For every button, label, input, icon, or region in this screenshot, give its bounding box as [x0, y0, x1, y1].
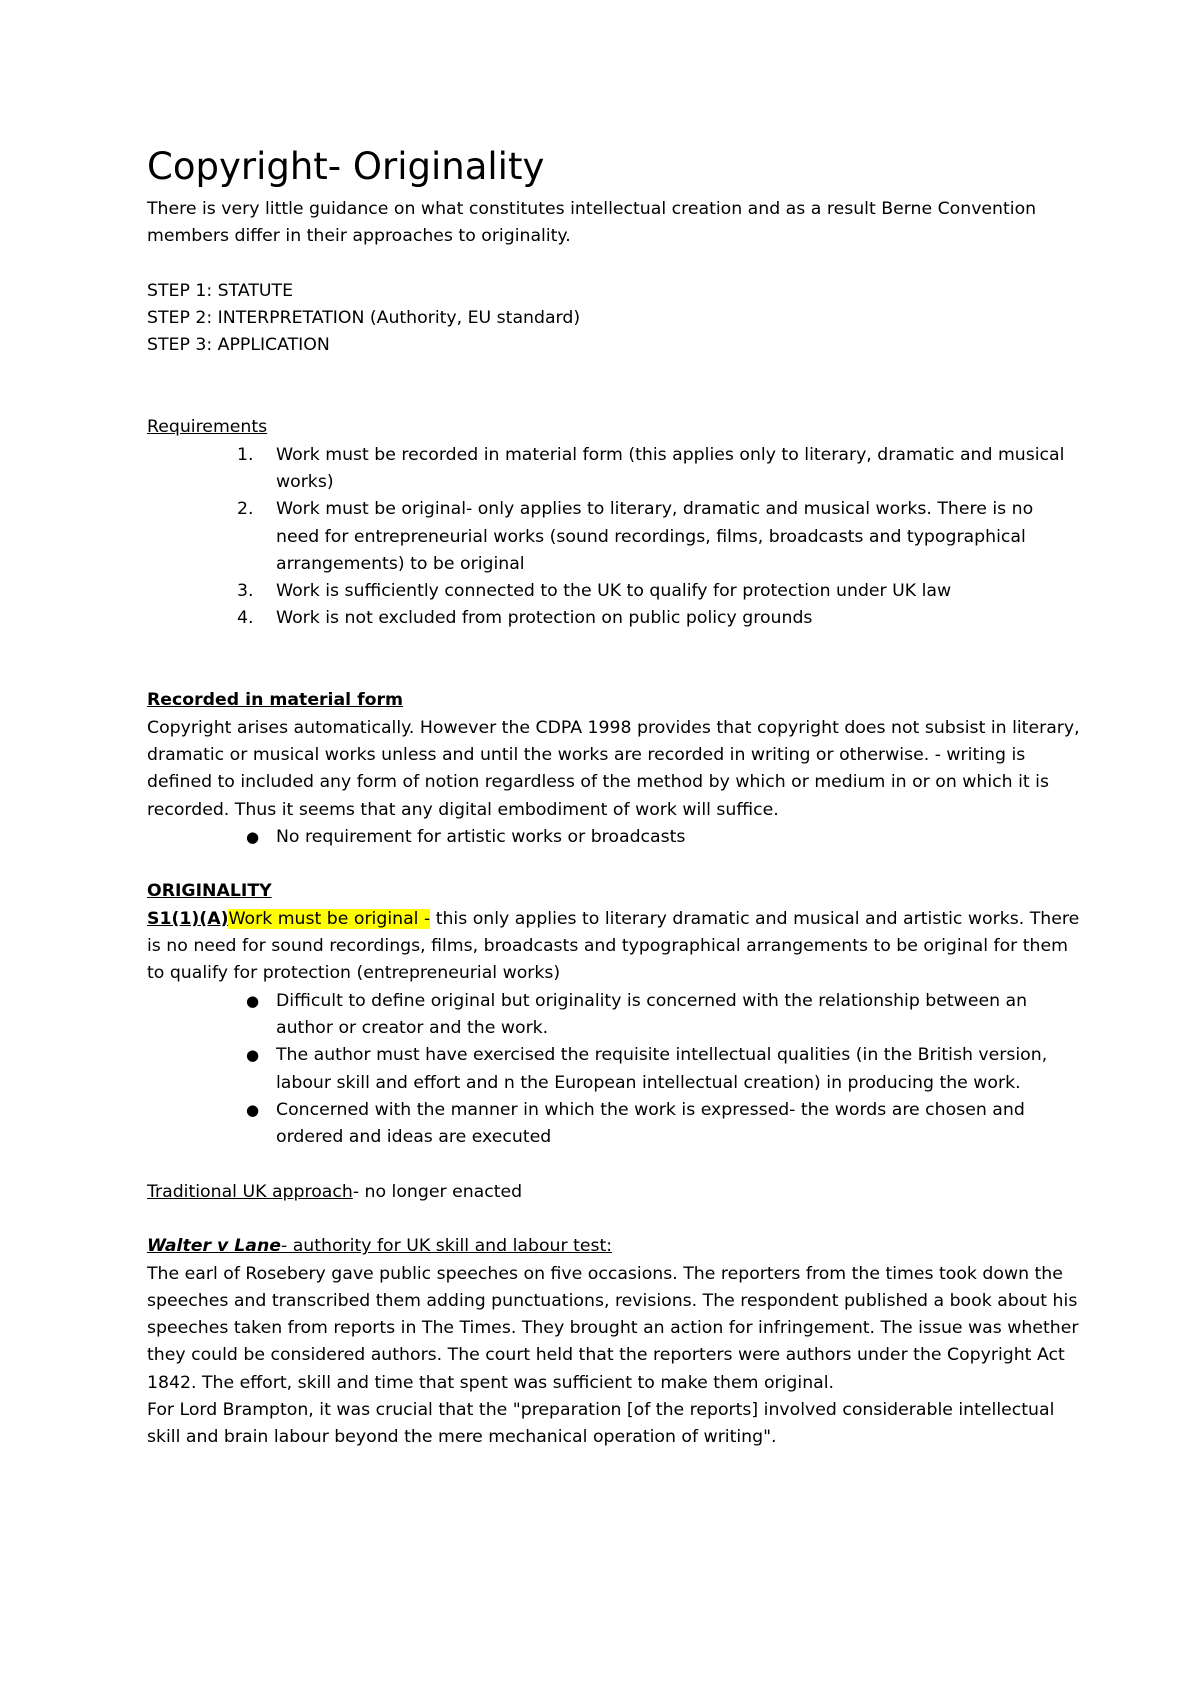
- walter-heading: Walter v Lane- authority for UK skill and labour test:: [147, 1236, 613, 1257]
- page-title: Copyright- Originality: [147, 145, 545, 188]
- requirements-list: [147, 442, 1080, 633]
- list-item: ● Concerned with the manner in which the work is expressed- the words are chosen and ordered and ideas are executed: [147, 1097, 1080, 1152]
- section-reference: S1(1)(A): [147, 908, 229, 929]
- list-item: 2. Work must be original- only applies to literary, dramatic and musical works. There is no need for entrepreneurial works (sound recordings, films, broadcasts and typographical arrangements) to be original: [237, 499, 1034, 574]
- traditional-heading: Traditional UK approach- no longer enacted: [147, 1181, 523, 1202]
- walter-paragraph: The earl of Rosebery gave public speeches on five occasions. The reporters from the times took down the speeches and transcribed them adding punctuations, revisions. The respondent published a book about his speeches taken from reports in The Times. They brought an action for infringement. The issue was whether they could be considered authors. The court held that the reporters were authors under the Copyright Act 1842. The effort, skill and time that spent was sufficient to make them original.: [147, 1263, 1079, 1393]
- recorded-paragraph: Copyright arises automatically. However the CDPA 1998 provides that copyright does not subsist in literary, dramatic or musical works unless and until the works are recorded in writing or otherwise. - writing is defined to included any form of notion regardless of the method by which or medium in or on which it is recorded. Thus it seems that any digital embodiment of work will suffice.: [147, 717, 1080, 820]
- highlighted-text: Work must be original -: [228, 908, 431, 929]
- bullet-icon: ●: [246, 827, 260, 846]
- list-item: 3. Work is sufficiently connected to the UK to qualify for protection under UK law: [237, 581, 952, 602]
- list-item: 1. Work must be recorded in material form (this applies only to literary, dramatic and musical works): [237, 444, 1065, 492]
- bullet-icon: ●: [246, 991, 260, 1010]
- recorded-heading: Recorded in material form: [147, 690, 404, 711]
- originality-paragraph: S1(1)(A)Work must be original - this only applies to literary dramatic and musical and artistic works. There is no need for sound recordings, films, broadcasts and typographical arrangements to be original for them to qualify for protection (entrepreneurial works): [147, 908, 1080, 984]
- intro-paragraph: There is very little guidance on what constitutes intellectual creation and as a result Berne Convention members differ in their approaches to originality.: [147, 199, 1037, 247]
- originality-heading: ORIGINALITY: [147, 881, 272, 902]
- originality-bullets: [147, 988, 1080, 1152]
- case-name: Walter v Lane: [147, 1236, 281, 1257]
- list-item: ● Difficult to define original but originality is concerned with the relationship between an author or creator and the work.: [147, 988, 1080, 1043]
- list-item: ● No requirement for artistic works or broadcasts: [147, 824, 1080, 851]
- requirements-heading: Requirements: [147, 417, 268, 438]
- walter-quote: For Lord Brampton, it was crucial that the "preparation [of the reports] involved considerable intellectual skill and brain labour beyond the mere mechanical operation of writing".: [147, 1400, 1055, 1448]
- recorded-bullets: [147, 824, 1080, 851]
- step-2: STEP 2: INTERPRETATION (Authority, EU standard): [147, 308, 581, 329]
- bullet-icon: ●: [246, 1100, 260, 1119]
- step-1: STEP 1: STATUTE: [147, 280, 294, 301]
- list-item: 4. Work is not excluded from protection on public policy grounds: [237, 608, 813, 629]
- list-item: ● The author must have exercised the requisite intellectual qualities (in the British version, labour skill and effort and n the European intellectual creation) in producing the work.: [147, 1042, 1080, 1097]
- bullet-icon: ●: [246, 1046, 260, 1065]
- step-3: STEP 3: APPLICATION: [147, 335, 330, 356]
